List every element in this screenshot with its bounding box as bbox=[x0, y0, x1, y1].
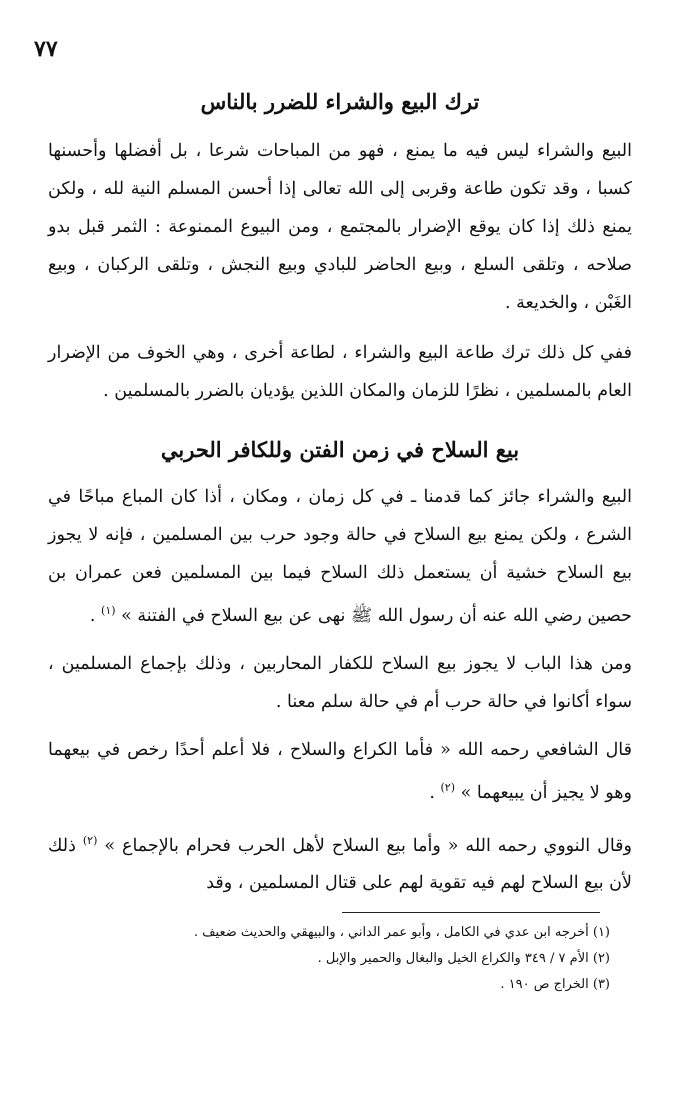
section-1-body bbox=[48, 132, 632, 410]
section-title-1: ترك البيع والشراء للضرر بالناس bbox=[200, 89, 480, 114]
paragraph-tail: . bbox=[89, 605, 102, 626]
paragraph-text: وقال النووي رحمه الله « وأما بيع السلاح لأهل الحرب فحرام بالإجماع » bbox=[104, 835, 632, 856]
paragraph-text: قال الشافعي رحمه الله « فأما الكراع والسلاح ، فلا أعلم أحدًا رخص في بيعهما وهو لا يجيز أن يبيعهما » bbox=[48, 739, 632, 803]
footnote-ref: (٢) bbox=[82, 833, 98, 847]
footnote-ref: (٢) bbox=[440, 780, 455, 794]
section-title-2: بيع السلاح في زمن الفتن وللكافر الحربي bbox=[160, 437, 520, 462]
footnote-divider bbox=[342, 912, 600, 913]
section-2-body bbox=[48, 478, 632, 902]
paragraph-text: ومن هذا الباب لا يجوز بيع السلاح للكفار المحاربين ، وذلك بإجماع المسلمين ، سواء أكانوا في حالة حرب أم في حالة سلم معنا . bbox=[48, 653, 632, 712]
paragraph: البيع والشراء ليس فيه ما يمنع ، فهو من المباحات شرعا ، بل أفضلها وأحسنها كسبا ، وقد تكون طاعة وقربى إلى الله تعالى إذا أحسن المسلم النية لله ، ولكن يمنع ذلك إذا كان يوقع الإضرار بالمجتمع ، ومن البيوع الممنوعة : الثمر قبل بدو صلاحه ، وتلقى السلع ، وبيع الحاضر للبادي وبيع النجش ، وتلقى الركبان ، وبيع الغَبْن ، والخديعة . bbox=[48, 141, 632, 313]
paragraph: ففي كل ذلك ترك طاعة البيع والشراء ، لطاعة أخرى ، وهي الخوف من الإضرار العام بالمسلمين ، نظرًا للزمان والمكان اللذين يؤديان بالضرر بالمسلمين . bbox=[48, 343, 632, 401]
footnote: (١) أخرجه ابن عدي في الكامل ، وأبو عمر الداني ، والبيهقي والحديث ضعيف . bbox=[193, 925, 610, 940]
footnote: (٣) الخراج ص ١٩٠ . bbox=[500, 977, 610, 992]
page-number: ٧٧ bbox=[34, 36, 58, 62]
paragraph bbox=[48, 731, 632, 812]
paragraph-tail: ذلك لأن بيع السلاح لهم فيه تقوية لهم على قتال المسلمين ، وقد bbox=[48, 835, 632, 894]
footnotes bbox=[60, 920, 610, 998]
paragraph bbox=[48, 645, 632, 721]
footnote: (٢) الأم ٧ / ٣٤٩ والكراع الخيل والبغال والحمير والإبل . bbox=[317, 951, 610, 966]
paragraph-text: البيع والشراء جائز كما قدمنا ـ في كل زمان ، ومكان ، أذا كان المباع مباحًا في الشرع ، ولكن يمنع بيع السلاح في حالة وجود حرب بين المسلمين ، فإنه لا يجوز بيع السلاح خشية أن يستعمل ذلك السلاح فيما بين المسلمين فعن عمران بن حصين رضي الله عنه أن رسول الله ﷺ نهى عن بيع السلاح في الفتنة » bbox=[48, 487, 632, 626]
footnote-ref: (١) bbox=[101, 604, 116, 617]
paragraph bbox=[48, 478, 632, 635]
paragraph-tail: . bbox=[429, 782, 441, 803]
paragraph bbox=[48, 822, 632, 903]
